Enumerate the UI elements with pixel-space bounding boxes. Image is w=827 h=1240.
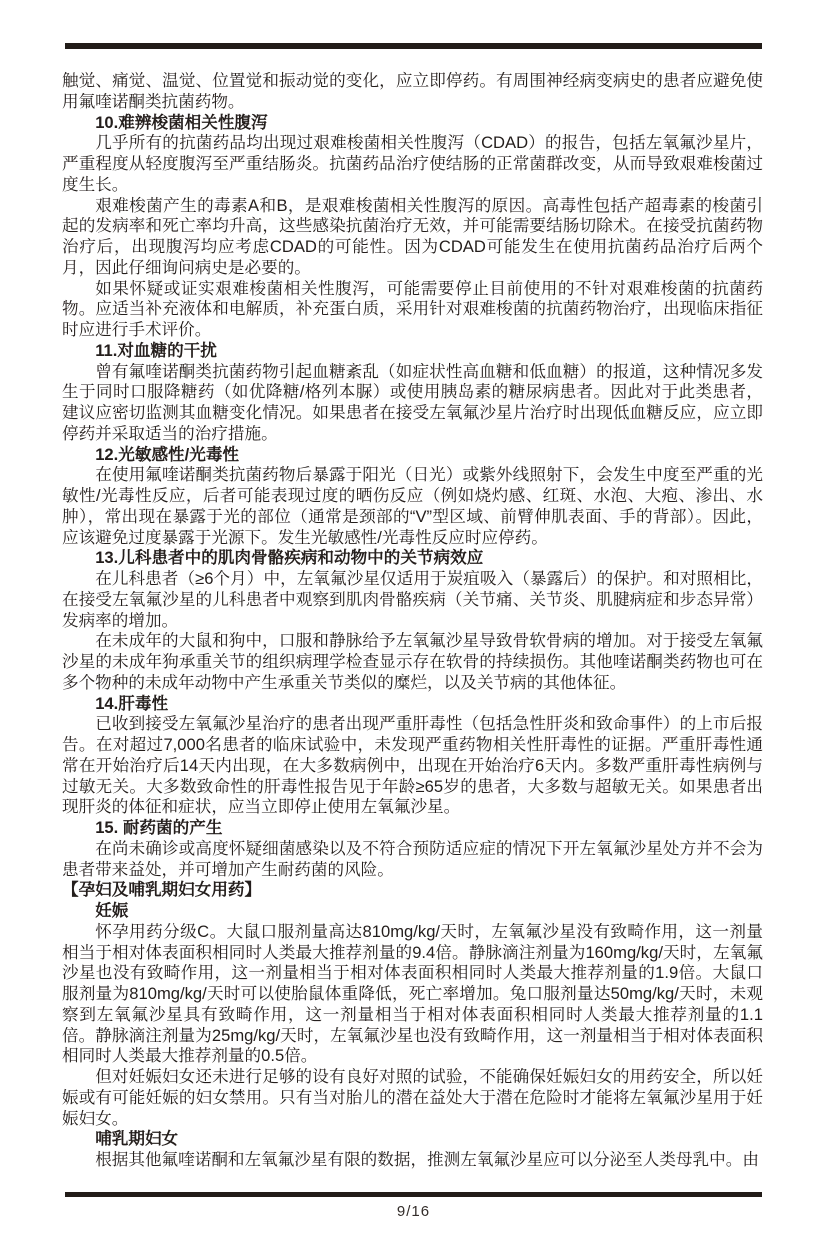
section-heading: 哺乳期妇女 xyxy=(95,1129,179,1149)
section-heading: 14.肝毒性 xyxy=(95,693,169,713)
paragraph: 艰难梭菌产生的毒素A和B，是艰难梭菌相关性腹泻的原因。高毒性包括产超毒素的梭菌引起的发病率和死亡率均升高，这些感染抗菌治疗无效，并可能需要结肠切除术。在接受抗菌药物治疗后，出现腹泻均应考虑CDAD的可能性。因为CDAD可能发生在使用抗菌药品治疗后两个月，因此仔细询问病史是必要的。 xyxy=(62,195,763,277)
paragraph: 在尚未确诊或高度怀疑细菌感染以及不符合预防适应症的情况下开左氧氟沙星处方并不会为患者带来益处，并可增加产生耐药菌的风险。 xyxy=(62,838,763,879)
document-content xyxy=(62,71,763,1171)
paragraph: 触觉、痛觉、温觉、位置觉和振动觉的变化，应立即停药。有周围神经病变病史的患者应避免使用氟喹诺酮类抗菌药物。 xyxy=(62,71,763,111)
section-heading: 12.光敏感性/光毒性 xyxy=(95,444,240,464)
paragraph: 在使用氟喹诺酮类抗菌药物后暴露于阳光（日光）或紫外线照射下，会发生中度至严重的光敏性/光毒性反应，后者可能表现过度的晒伤反应（例如烧灼感、红斑、水泡、大疱、渗出、水肿），常出现在暴露于光的部位（通常是颈部的“V”型区域、前臂伸肌表面、手的背部）。因此，应该避免过度暴露于光源下。发生光敏感性/光毒性反应时应停药。 xyxy=(62,465,763,547)
paragraph: 几乎所有的抗菌药品均出现过艰难梭菌相关性腹泻（CDAD）的报告，包括左氧氟沙星片，严重程度从轻度腹泻至严重结肠炎。抗菌药品治疗使结肠的正常菌群改变，从而导致艰难梭菌过度生长。 xyxy=(62,133,763,194)
section-heading: 13.儿科患者中的肌肉骨骼疾病和动物中的关节病效应 xyxy=(95,548,484,568)
page-number: 9/16 xyxy=(396,1203,431,1220)
paragraph: 在未成年的大鼠和狗中，口服和静脉给予左氧氟沙星导致骨软骨病的增加。对于接受左氧氟沙星的未成年狗承重关节的组织病理学检查显示存在软骨的持续损伤。其他喹诺酮类药物也可在多个物种的未成年动物中产生承重关节类似的糜烂，以及关节病的其他体征。 xyxy=(62,631,763,692)
paragraph: 在儿科患者（≥6个月）中，左氧氟沙星仅适用于炭疽吸入（暴露后）的保护。和对照相比，在接受左氧氟沙星的儿科患者中观察到肌肉骨骼疾病（关节痛、关节炎、肌腱病症和步态异常）发病率的增加。 xyxy=(62,569,763,630)
section-heading: 妊娠 xyxy=(95,901,129,920)
paragraph: 根据其他氟喹诺酮和左氧氟沙星有限的数据，推测左氧氟沙星应可以分泌至人类母乳中。由 xyxy=(95,1150,759,1169)
paragraph: 已收到接受左氧氟沙星治疗的患者出现严重肝毒性（包括急性肝炎和致命事件）的上市后报告。在对超过7,000名患者的临床试验中，未发现严重药物相关性肝毒性的证据。严重肝毒性通常在开始治疗后14天内出现，在大多数病例中，出现在开始治疗6天内。多数严重肝毒性病例与过敏无关。大多数致命性的肝毒性报告见于年龄≥65岁的患者，大多数与超敏无关。如果患者出现肝炎的体征和症状，应当立即停止使用左氧氟沙星。 xyxy=(62,714,763,817)
section-heading: 10.难辨梭菌相关性腹泻 xyxy=(95,112,268,132)
section-heading: 【孕妇及哺乳期妇女用药】 xyxy=(62,880,262,900)
bottom-rule xyxy=(65,1192,762,1197)
paragraph: 曾有氟喹诺酮类抗菌药物引起血糖紊乱（如症状性高血糖和低血糖）的报道，这种情况多发生于同时口服降糖药（如优降糖/格列本脲）或使用胰岛素的糖尿病患者。因此对于此类患者，建议应密切监测其血糖变化情况。如果患者在接受左氧氟沙星片治疗时出现低血糖反应，应立即停药并采取适当的治疗措施。 xyxy=(62,361,763,443)
paragraph: 如果怀疑或证实艰难梭菌相关性腹泻，可能需要停止目前使用的不针对艰难梭菌的抗菌药物。应适当补充液体和电解质，补充蛋白质，采用针对艰难梭菌的抗菌药物治疗，出现临床指征时应进行手术评价。 xyxy=(62,278,763,339)
section-heading: 15. 耐药菌的产生 xyxy=(95,818,223,837)
paragraph: 怀孕用药分级C。大鼠口服剂量高达810mg/kg/天时，左氧氟沙星没有致畸作用，这一剂量相当于相对体表面积相同时人类最大推荐剂量的9.4倍。静脉滴注剂量为160mg/kg/天时，左氧氟沙星也没有致畸作用，这一剂量相当于相对体表面积相同时人类最大推荐剂量的1.9倍。大鼠口服剂量为810mg/kg/天时可以使胎鼠体重降低，死亡率增加。兔口服剂量达50mg/kg/天时，未观察到左氧氟沙星具有致畸作用，这一剂量相当于相对体表面积相同时人类最大推荐剂量的1.1倍。静脉滴注剂量为25mg/kg/天时，左氧氟沙星也没有致畸作用，这一剂量相当于相对体表面积相同时人类最大推荐剂量的0.5倍。 xyxy=(62,921,763,1066)
paragraph: 但对妊娠妇女还未进行足够的设有良好对照的试验，不能确保妊娠妇女的用药安全，所以妊娠或有可能妊娠的妇女禁用。只有当对胎儿的潜在益处大于潜在危险时才能将左氧氟沙星用于妊娠妇女。 xyxy=(62,1067,763,1128)
section-heading: 11.对血糖的干扰 xyxy=(95,340,217,360)
top-rule xyxy=(65,43,762,49)
